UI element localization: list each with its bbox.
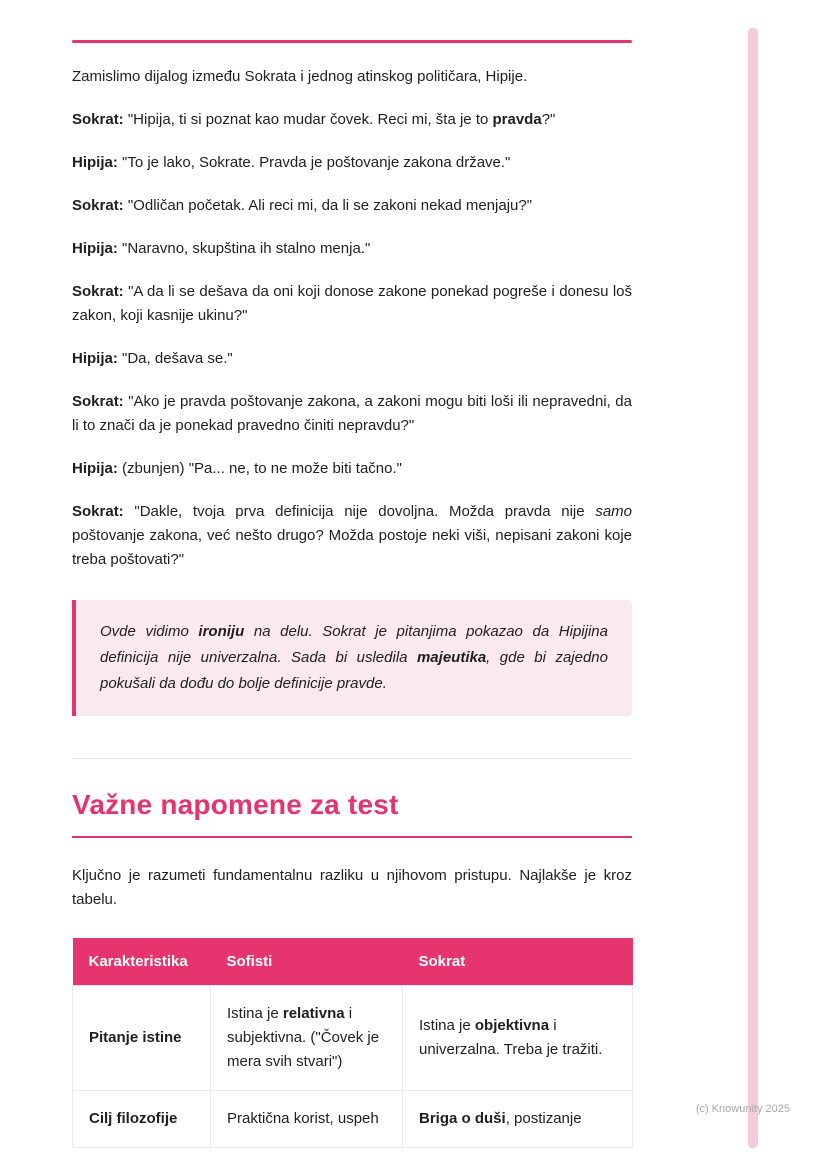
table-header-sofisti: Sofisti [211, 938, 403, 986]
table-cell-sokrat: Istina je objektivna i univerzalna. Treba je tražiti. [403, 986, 633, 1091]
table-cell-sofisti: Istina je relativna i subjektivna. ("Čovek je mera svih stvari") [211, 986, 403, 1091]
comparison-table [72, 938, 633, 1148]
document-content [72, 40, 632, 1148]
dialog-paragraph: Hipija: (zbunjen) "Pa... ne, to ne može biti tačno." [72, 460, 402, 477]
note-blockquote [72, 600, 632, 716]
dialog-paragraph: Sokrat: "Ako je pravda poštovanje zakona, a zakoni mogu biti loši ili nepravedni, da li to znači da je ponekad pravedno činiti nepravdu?" [72, 393, 632, 434]
dialog-paragraph: Sokrat: "Hipija, ti si poznat kao mudar čovek. Reci mi, šta je to pravda?" [72, 111, 556, 128]
horizontal-divider [72, 758, 632, 759]
heading-underline [72, 836, 632, 838]
page-edge-bar [748, 28, 758, 1148]
table-intro-paragraph: Ključno je razumeti fundamentalnu razliku u njihovom pristupu. Najlakše je kroz tabelu. [72, 867, 632, 908]
table-cell-label: Pitanje istine [73, 986, 211, 1091]
top-section-divider [72, 40, 632, 43]
table-cell-label: Cilj filozofije [73, 1091, 211, 1148]
intro-paragraph: Zamislimo dijalog između Sokrata i jednog atinskog političara, Hipije. [72, 68, 528, 85]
dialog-paragraph: Sokrat: "Odličan početak. Ali reci mi, da li se zakoni nekad menjaju?" [72, 197, 533, 214]
table-cell-sokrat: Briga o duši, postizanje [403, 1091, 633, 1148]
dialog-paragraph: Sokrat: "Dakle, tvoja prva definicija nije dovoljna. Možda pravda nije samo poštovanje zakona, već nešto drugo? Možda postoje neki viši, nepisani zakoni koje treba poštovati?" [72, 503, 632, 568]
dialog-paragraph: Hipija: "Naravno, skupština ih stalno menja." [72, 240, 371, 257]
dialog-paragraph: Hipija: "To je lako, Sokrate. Pravda je poštovanje zakona države." [72, 154, 511, 171]
watermark: (c) Knowunity 2025 [695, 1103, 790, 1115]
table-header-sokrat: Sokrat [403, 938, 633, 986]
table-header-karakteristika: Karakteristika [73, 938, 211, 986]
table-row [73, 986, 633, 1091]
dialog-paragraph: Hipija: "Da, dešava se." [72, 350, 233, 367]
table-row [73, 1091, 633, 1148]
note-blockquote-text: Ovde vidimo ironiju na delu. Sokrat je pitanjima pokazao da Hipijina definicija nije univerzalna. Sada bi usledila majeutika, gde bi zajedno pokušali da dođu do bolje definicije pravde. [100, 623, 608, 692]
section-heading: Važne napomene za test [72, 789, 399, 820]
table-cell-sofisti: Praktična korist, uspeh [211, 1091, 403, 1148]
table-header-row [73, 938, 633, 986]
dialog-paragraph: Sokrat: "A da li se dešava da oni koji donose zakone ponekad pogreše i donesu loš zakon, koji kasnije ukinu?" [72, 283, 632, 324]
